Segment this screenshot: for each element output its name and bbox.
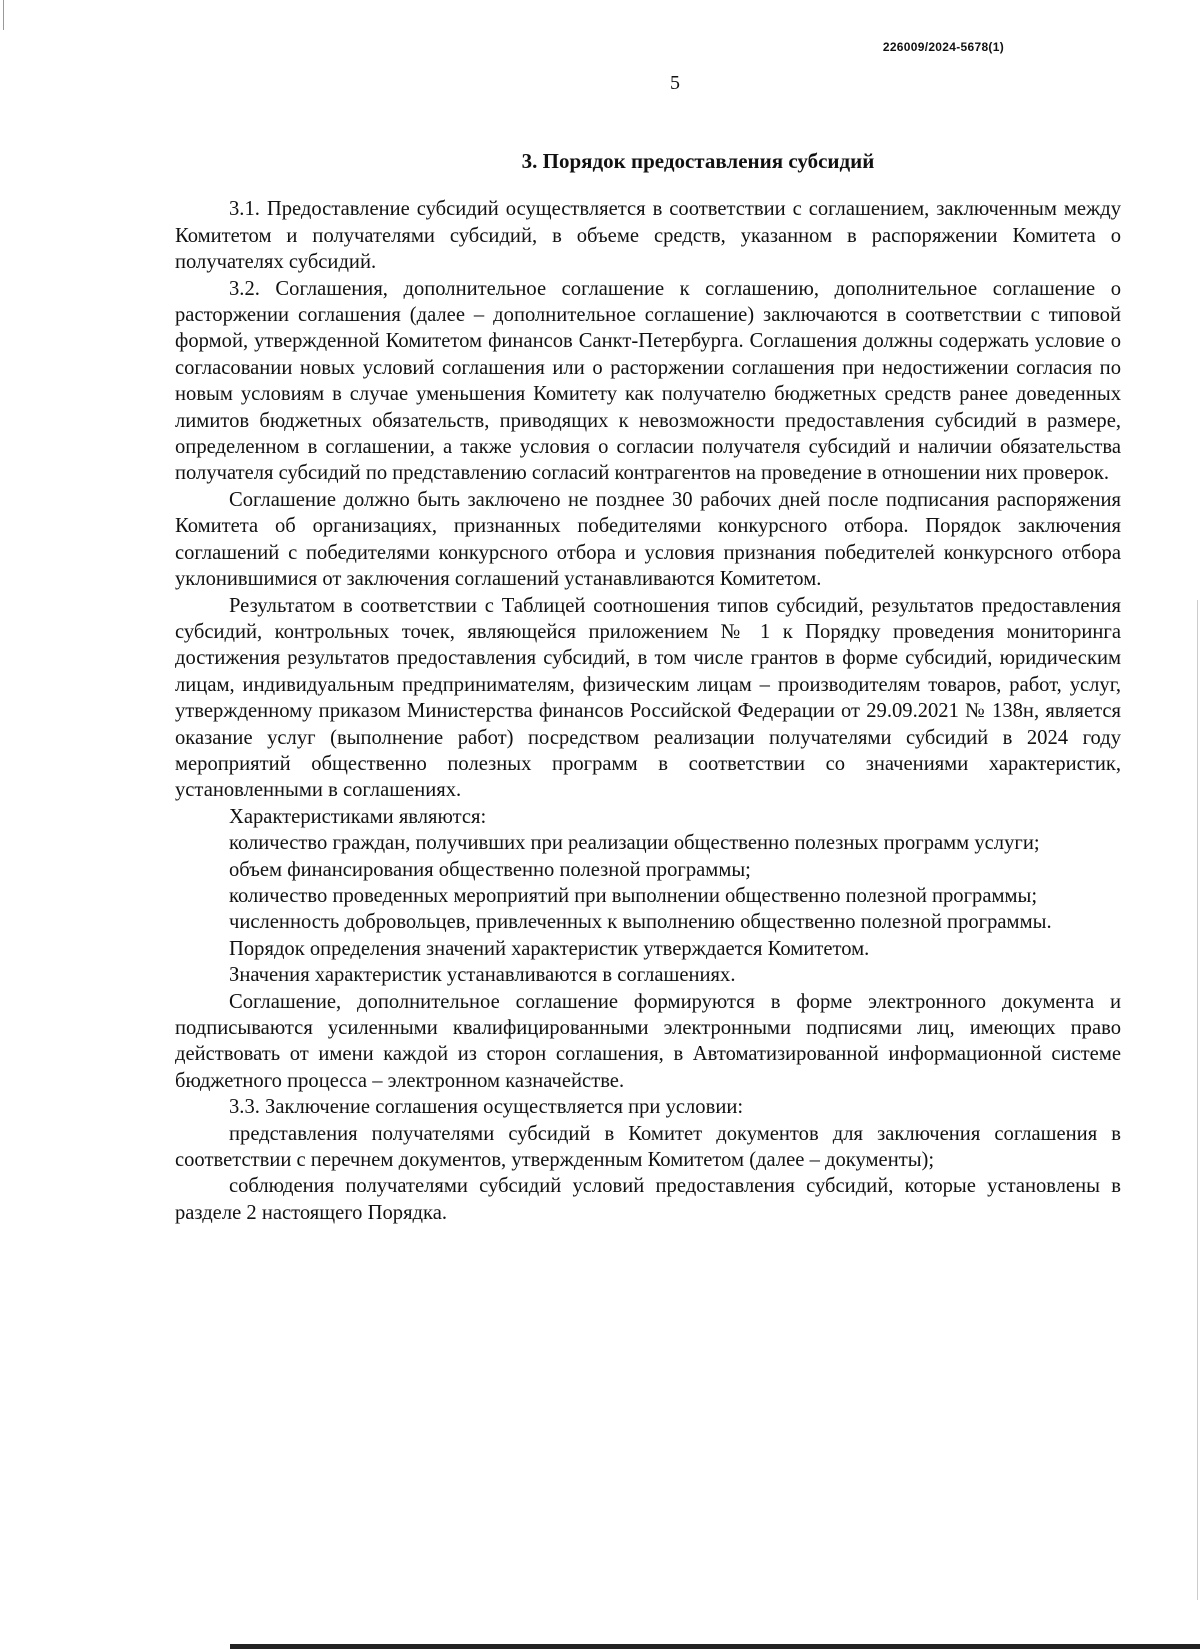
section-title: 3. Порядок предоставления субсидий bbox=[521, 149, 875, 173]
paragraph: Результатом в соответствии с Таблицей соотношения типов субсидий, результатов предоставления субсидий, контрольных точек, являющейся приложением № 1 к Порядку проведения мониторинга достижения результатов предоставления субсидий, в том числе грантов в форме субсидий, юридическим лицам, индивидуальным предпринимателям, физическим лицам – производителям товаров, работ, услуг, утвержденному приказом Министерства финансов Российской Федерации от 29.09.2021 № 138н, является оказание услуг (выполнение работ) посредством реализации получателями субсидий в 2024 году мероприятий общественно полезных программ в соответствии со значениями характеристик, установленными в соглашениях. bbox=[175, 594, 1121, 802]
section-body bbox=[175, 148, 1121, 1226]
scan-artifact-left bbox=[3, 0, 4, 30]
paragraph: соблюдения получателями субсидий условий предоставления субсидий, которые установлены в разделе 2 настоящего Порядка. bbox=[175, 1175, 1121, 1224]
document-registration-number: 226009/2024-5678(1) bbox=[882, 40, 1004, 54]
paragraph: объем финансирования общественно полезной программы; bbox=[229, 858, 751, 881]
paragraph: Соглашение, дополнительное соглашение формируются в форме электронного документа и подписываются усиленными квалифицированными электронными подписями лиц, имеющих право действовать от имени каждой из сторон соглашения, в Автоматизированной информационной системе бюджетного процесса – электронном казначействе. bbox=[175, 990, 1121, 1092]
paragraph: количество проведенных мероприятий при выполнении общественно полезной программы; bbox=[229, 884, 1038, 907]
scan-artifact-bottom bbox=[230, 1644, 1200, 1649]
paragraph: Соглашение должно быть заключено не позднее 30 рабочих дней после подписания распоряжения Комитета об организациях, признанных победителями конкурсного отбора. Порядок заключения соглашений с победителями конкурсного отбора и условия признания победителей конкурсного отбора уклонившимися от заключения соглашений устанавливаются Комитетом. bbox=[175, 488, 1121, 591]
paragraph: количество граждан, получивших при реализации общественно полезных программ услуги; bbox=[229, 832, 1040, 855]
paragraph: 3.1. Предоставление субсидий осуществляется в соответствии с соглашением, заключенным между Комитетом и получателями субсидий, в объеме средств, указанном в распоряжении Комитета о получателях субсидий. bbox=[175, 198, 1121, 274]
paragraph: Значения характеристик устанавливаются в соглашениях. bbox=[229, 964, 736, 987]
paragraph: Порядок определения значений характеристик утверждается Комитетом. bbox=[229, 937, 870, 960]
paragraph: Характеристиками являются: bbox=[229, 805, 487, 828]
paragraph: 3.3. Заключение соглашения осуществляется при условии: bbox=[229, 1096, 744, 1119]
page-number: 5 bbox=[670, 72, 680, 94]
paragraph: 3.2. Соглашения, дополнительное соглашение к соглашению, дополнительное соглашение о расторжении соглашения (далее – дополнительное соглашение) заключаются в соответствии с типовой формой, утвержденной Комитетом финансов Санкт-Петербурга. Соглашения должны содержать условие о согласовании новых условий соглашения или о расторжении соглашения при недостижении согласия по новым условиям в случае уменьшения Комитету как получателю бюджетных средств ранее доведенных лимитов бюджетных обязательств, приводящих к невозможности предоставления субсидий в размере, определенном в соглашении, а также условия о согласии получателя субсидий и наличии обязательства получателя субсидий по представлению согласий контрагентов на проведение в отношении них проверок. bbox=[175, 277, 1121, 485]
paragraph: представления получателями субсидий в Комитет документов для заключения соглашения в соответствии с перечнем документов, утвержденным Комитетом (далее – документы); bbox=[175, 1122, 1121, 1172]
scan-artifact-right bbox=[1197, 600, 1198, 1600]
paragraph: численность добровольцев, привлеченных к выполнению общественно полезной программы. bbox=[229, 911, 1052, 934]
